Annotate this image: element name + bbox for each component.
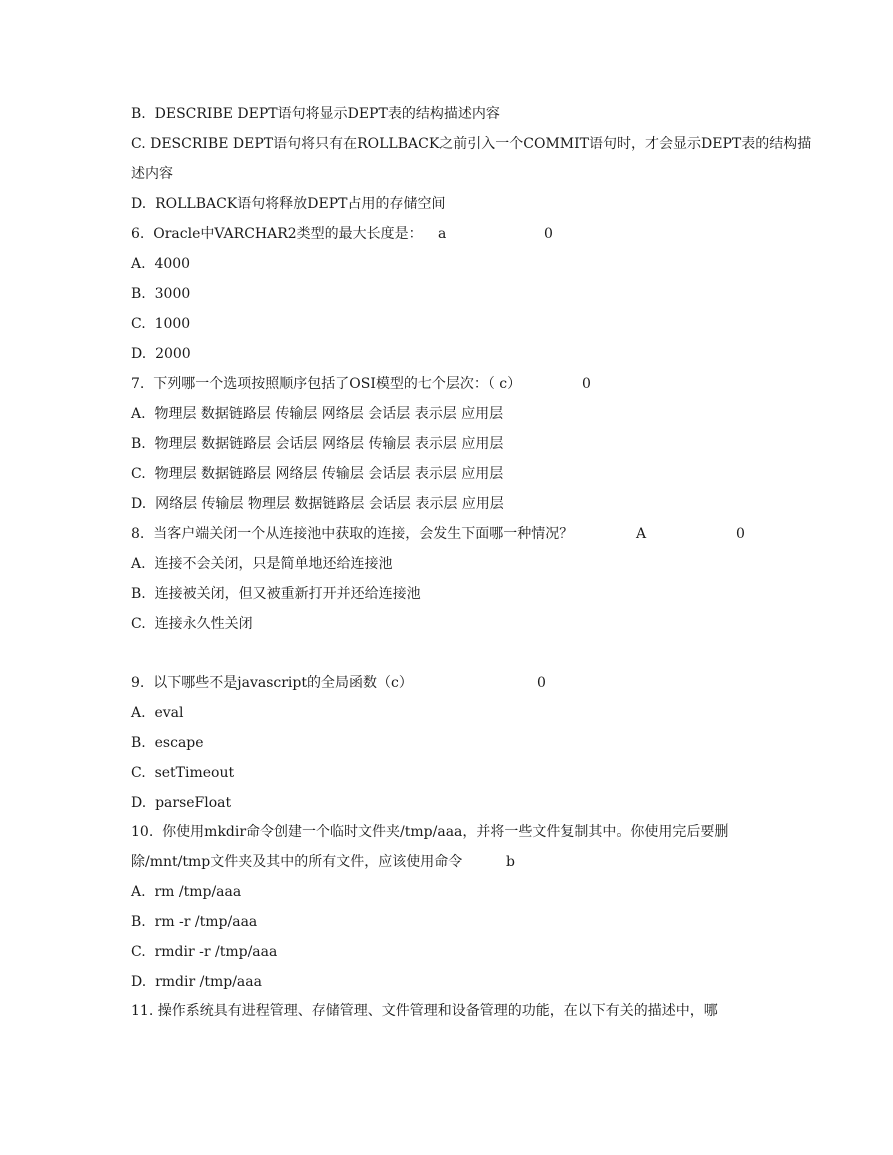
q6-option-b: B. 3000 — [131, 286, 191, 302]
q5-option-b: B. DESCRIBE DEPT语句将显示DEPT表的结构描述内容 — [131, 106, 500, 122]
q9-option-d: D. parseFloat — [131, 795, 232, 811]
q6-option-c: C. 1000 — [131, 316, 191, 332]
q5-option-c: C. DESCRIBE DEPT语句将只有在ROLLBACK之前引入一个COMMIT语句时，才会显示DEPT表的结构描 — [131, 136, 812, 152]
q5-option-d: D. ROLLBACK语句将释放DEPT占用的存储空间 — [131, 196, 446, 212]
q7-question: 7. 下列哪一个选项按照顺序包括了OSI模型的七个层次：（ c） — [131, 376, 522, 392]
q9-option-c: C. setTimeout — [131, 765, 235, 781]
q7-option-d: D. 网络层 传输层 物理层 数据链路层 会话层 表示层 应用层 — [131, 496, 504, 512]
q10-question-continued: 除/mnt/tmp文件夹及其中的所有文件，应该使用命令 — [131, 854, 463, 870]
q9-question: 9. 以下哪些不是javascript的全局函数（c） — [131, 675, 413, 691]
q10-answer: b — [506, 854, 515, 870]
q8-score: 0 — [736, 526, 745, 542]
q6-option-a: A. 4000 — [131, 256, 191, 272]
q7-option-a: A. 物理层 数据链路层 传输层 网络层 会话层 表示层 应用层 — [131, 406, 504, 422]
q10-option-d: D. rmdir /tmp/aaa — [131, 974, 262, 990]
q6-option-d: D. 2000 — [131, 346, 191, 362]
q8-option-b: B. 连接被关闭，但又被重新打开并还给连接池 — [131, 586, 421, 602]
q6-answer: a — [438, 226, 447, 242]
q10-option-a: A. rm /tmp/aaa — [131, 884, 242, 900]
q8-answer: A — [636, 526, 647, 542]
q7-option-c: C. 物理层 数据链路层 网络层 传输层 会话层 表示层 应用层 — [131, 466, 504, 482]
q7-option-b: B. 物理层 数据链路层 会话层 网络层 传输层 表示层 应用层 — [131, 436, 504, 452]
q10-question: 10. 你使用mkdir命令创建一个临时文件夹/tmp/aaa，并将一些文件复制其中。你使用完后要删 — [131, 824, 729, 840]
q7-score: 0 — [582, 376, 591, 392]
q8-option-a: A. 连接不会关闭，只是简单地还给连接池 — [131, 556, 393, 572]
q9-option-a: A. eval — [131, 705, 184, 721]
q5-option-c-continued: 述内容 — [131, 166, 173, 182]
q6-question: 6. Oracle中VARCHAR2类型的最大长度是： — [131, 226, 423, 242]
q8-option-c: C. 连接永久性关闭 — [131, 616, 253, 632]
q10-option-b: B. rm -r /tmp/aaa — [131, 914, 258, 930]
q9-score: 0 — [537, 675, 546, 691]
q11-question: 11. 操作系统具有进程管理、存储管理、文件管理和设备管理的功能，在以下有关的描述中，哪 — [131, 1003, 718, 1019]
q9-option-b: B. escape — [131, 735, 204, 751]
q6-score: 0 — [544, 226, 553, 242]
q10-option-c: C. rmdir -r /tmp/aaa — [131, 944, 278, 960]
q8-question: 8. 当客户端关闭一个从连接池中获取的连接，会发生下面哪一种情况？ — [131, 526, 574, 542]
